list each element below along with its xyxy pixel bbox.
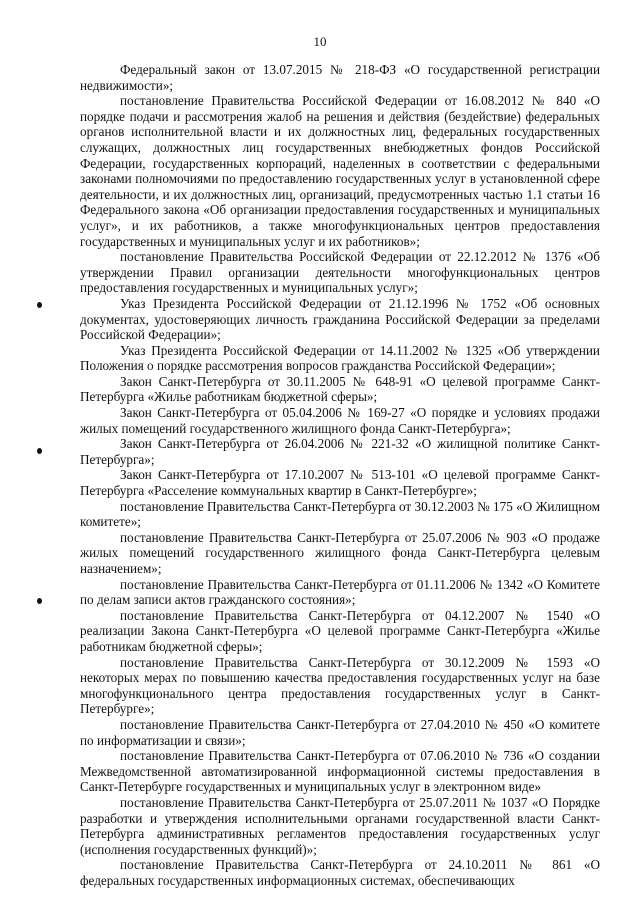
- document-body: [80, 62, 600, 888]
- paragraph: Указ Президента Российской Федерации от 14.11.2002 № 1325 «Об утверждении Положения о порядке рассмотрения вопросов гражданства Российской Федерации»;: [80, 342, 600, 374]
- paragraph: постановление Правительства Санкт-Петербурга от 30.12.2003 № 175 «О Жилищном комитете»;: [80, 498, 600, 530]
- paragraph: постановление Правительства Санкт-Петербурга от 24.10.2011 № 861 «О федеральных государственных информационных системах, обеспечивающих: [80, 857, 600, 888]
- page-number: 10: [313, 34, 327, 49]
- paragraph: Закон Санкт-Петербурга от 26.04.2006 № 221-32 «О жилищной политике Санкт-Петербурга»;: [80, 436, 600, 467]
- paragraph: Закон Санкт-Петербурга от 30.11.2005 № 648-91 «О целевой программе Санкт-Петербурга «Жилье работникам бюджетной сферы»;: [80, 373, 600, 405]
- paragraph: постановление Правительства Российской Федерации от 16.08.2012 № 840 «О порядке подачи и рассмотрения жалоб на решения и действия (бездействие) федеральных органов исполнительной власти и их должностных лиц, федеральных государственных служащих, должностных лиц государственных внебюджетных фондов Российской Федерации, государственных корпораций, наделенных в соответствии с федеральными законами полномочиями по предоставлению государственных услуг в установленной сфере деятельности, и их должностных лиц, организаций, предусмотренных частью 1.1 статьи 16 Федерального закона «Об организации предоставления государственных и муниципальных услуг», и их работников, а также многофункциональных центров предоставления государственных и муниципальных услуг и их работников»;: [80, 93, 600, 249]
- paragraph: постановление Правительства Российской Федерации от 22.12.2012 № 1376 «Об утверждении Правил организации деятельности многофункциональных центров предоставления государственных и муниципальных услуг»;: [80, 249, 600, 296]
- paragraph: постановление Правительства Санкт-Петербурга от 25.07.2006 № 903 «О продаже жилых помещений государственного жилищного фонда Санкт-Петербурга целевым назначением»;: [80, 529, 600, 576]
- scan-mark: [37, 598, 42, 604]
- paragraph: постановление Правительства Санкт-Петербурга от 04.12.2007 № 1540 «О реализации Закона Санкт-Петербурга «О целевой программе Санкт-Петербурга «Жилье работникам бюджетной сферы»;: [80, 607, 600, 654]
- paragraph: Закон Санкт-Петербурга от 05.04.2006 № 169-27 «О порядке и условиях продажи жилых помещений государственного жилищного фонда Санкт-Петербурга»;: [80, 405, 600, 436]
- paragraph: постановление Правительства Санкт-Петербурга от 25.07.2011 № 1037 «О Порядке разработки и утверждения исполнительными органами государственной власти Санкт-Петербурга административных регламентов предоставления государственных услуг (исполнения государственных функций)»;: [80, 794, 600, 857]
- paragraph: Федеральный закон от 13.07.2015 № 218-ФЗ «О государственной регистрации недвижимости»;: [80, 62, 600, 93]
- scan-mark: [37, 448, 42, 454]
- paragraph: постановление Правительства Санкт-Петербурга от 30.12.2009 № 1593 «О некоторых мерах по повышению качества предоставления государственных услуг на базе многофункционального центра предоставления государственных услуг в Санкт-Петербурге»;: [80, 654, 600, 717]
- paragraph: Закон Санкт-Петербурга от 17.10.2007 № 513-101 «О целевой программе Санкт-Петербурга «Расселение коммунальных квартир в Санкт-Петербурге»;: [80, 467, 600, 499]
- scan-mark: [37, 302, 42, 308]
- paragraph: постановление Правительства Санкт-Петербурга от 01.11.2006 № 1342 «О Комитете по делам записи актов гражданского состояния»;: [80, 576, 600, 608]
- paragraph: постановление Правительства Санкт-Петербурга от 27.04.2010 № 450 «О комитете по информатизации и связи»;: [80, 716, 600, 748]
- paragraph: Указ Президента Российской Федерации от 21.12.1996 № 1752 «Об основных документах, удостоверяющих личность гражданина Российской Федерации за пределами Российской Федерации»;: [80, 295, 600, 343]
- paragraph: постановление Правительства Санкт-Петербурга от 07.06.2010 № 736 «О создании Межведомственной автоматизированной информационной системы предоставления в Санкт-Петербурге государственных и муниципальных услуг в электронном виде»: [80, 748, 600, 795]
